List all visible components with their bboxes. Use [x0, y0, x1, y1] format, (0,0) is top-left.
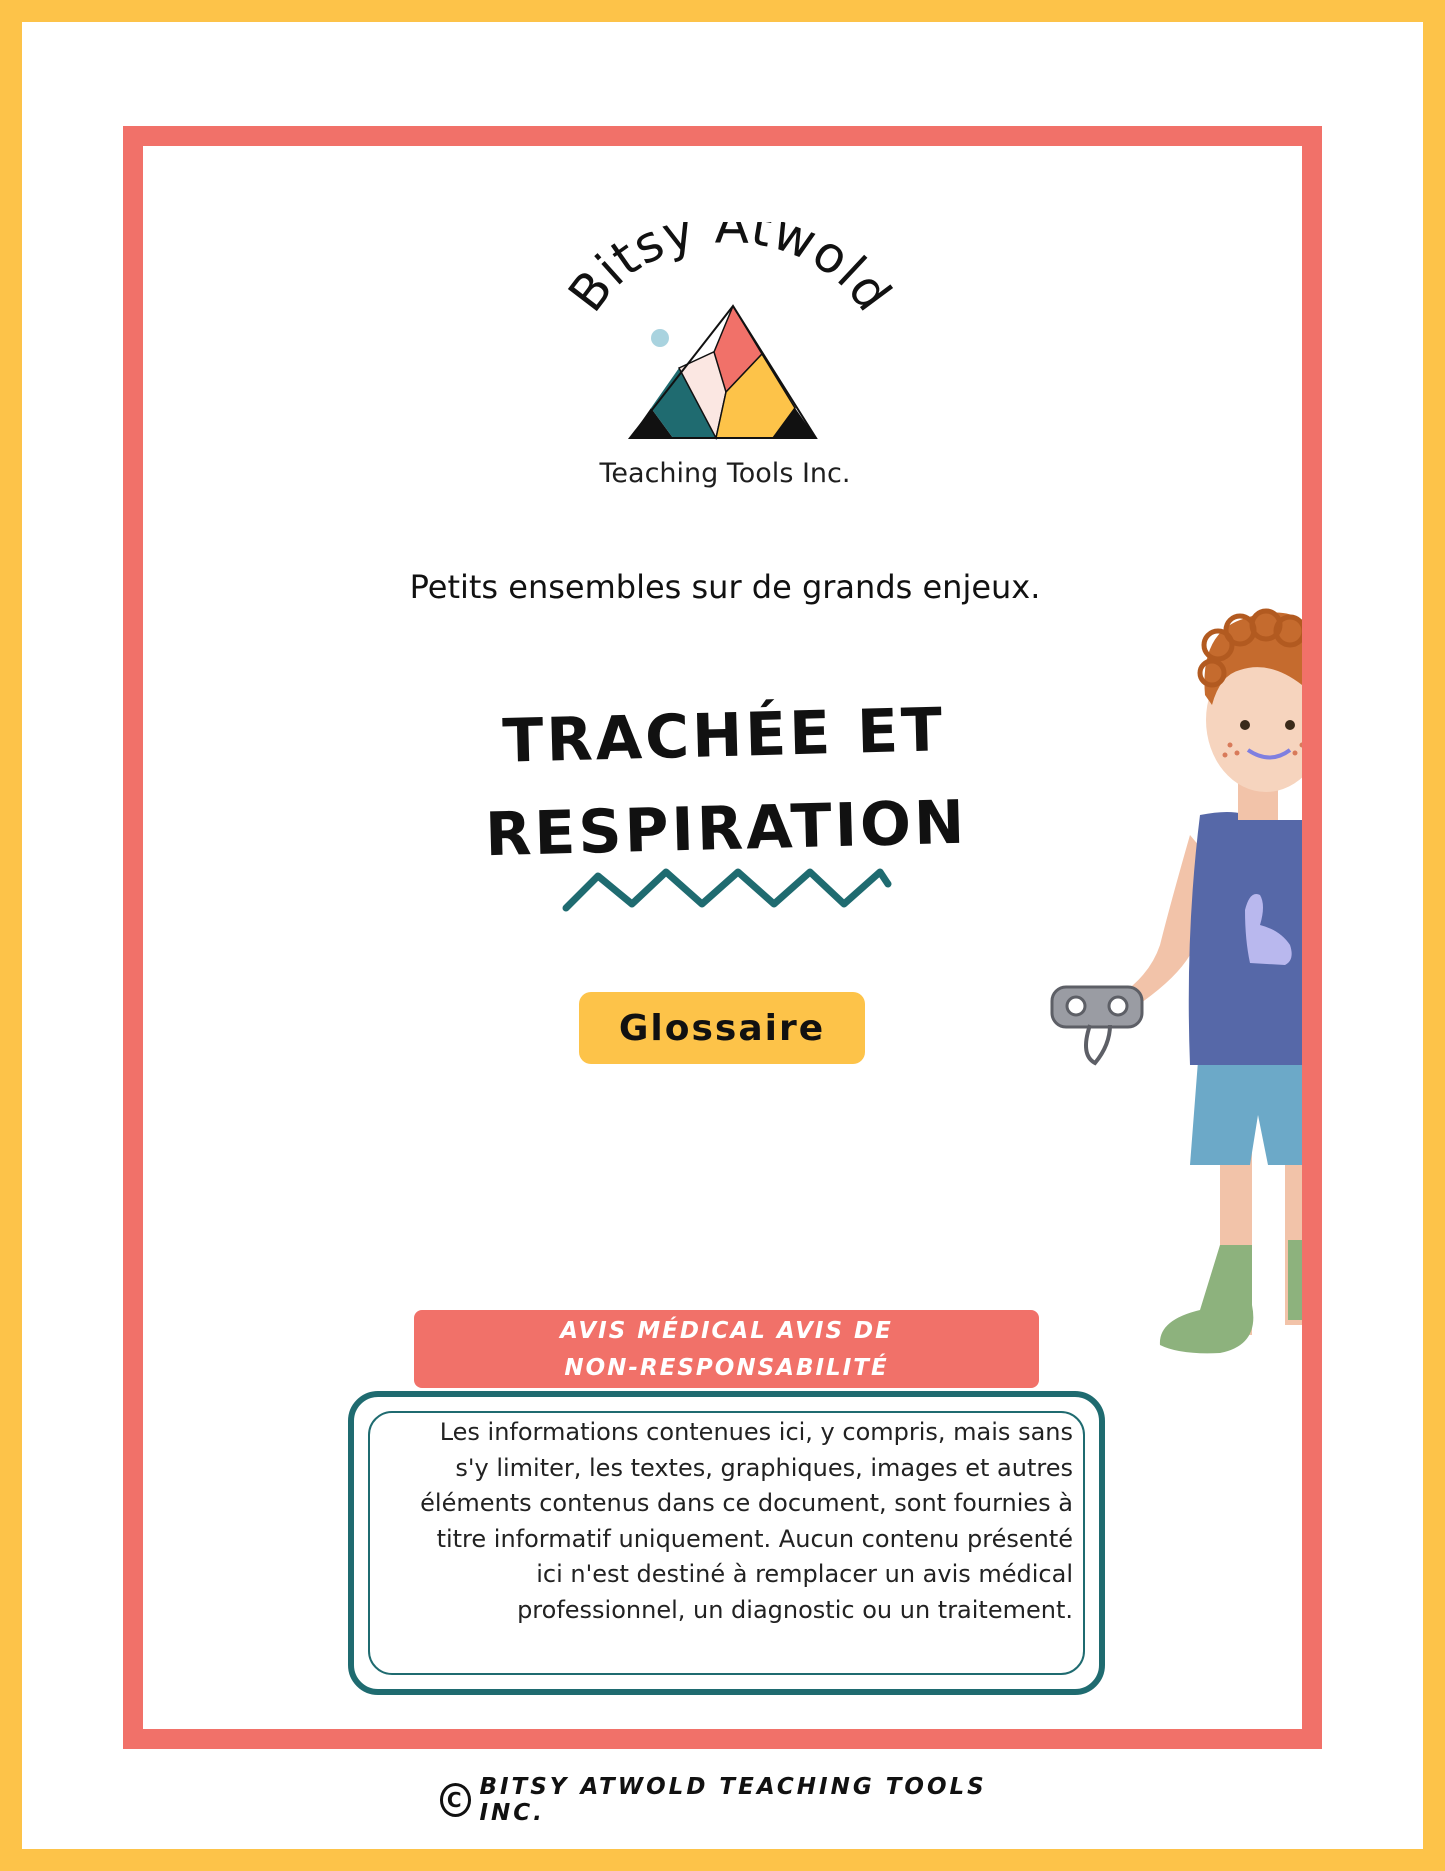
disclaimer-text: Les informations contenues ici, y compris, mais sans s'y limiter, les textes, graphiques, images et autres éléments contenus dans ce document, sont fournies à titre informatif uniquement. Aucun contenu présenté ici n'est destiné à remplacer un avis médical professionnel, un diagnostic ou un traitement. — [420, 1418, 1073, 1624]
company-logo — [540, 222, 910, 512]
copyright-text: BITSY ATWOLD TEACHING TOOLS INC. — [479, 1774, 987, 1826]
title-line-1: TRACHÉE ET — [501, 695, 946, 777]
boy-illustration — [1040, 575, 1302, 1365]
glossary-badge: Glossaire — [579, 992, 865, 1064]
svg-text:Bitsy Atwold — [557, 222, 902, 322]
logo-caption: Teaching Tools Inc. — [599, 458, 851, 489]
logo-mountain-icon — [540, 222, 910, 452]
copyright-icon: C — [440, 1783, 471, 1817]
disclaimer-header-line-2: NON-RESPONSABILITÉ — [564, 1355, 889, 1381]
disclaimer-header-line-1: AVIS MÉDICAL AVIS DE — [560, 1318, 893, 1344]
logo-arc-text: Bitsy Atwold — [557, 222, 903, 323]
disclaimer-header — [414, 1310, 1039, 1388]
page-title — [328, 680, 1123, 887]
copyright-footer — [440, 1774, 1010, 1826]
tagline: Petits ensembles sur de grands enjeux. — [409, 568, 1041, 606]
disclaimer-box — [348, 1391, 1105, 1695]
title-line-2: RESPIRATION — [484, 787, 969, 871]
zigzag-divider — [562, 860, 892, 916]
